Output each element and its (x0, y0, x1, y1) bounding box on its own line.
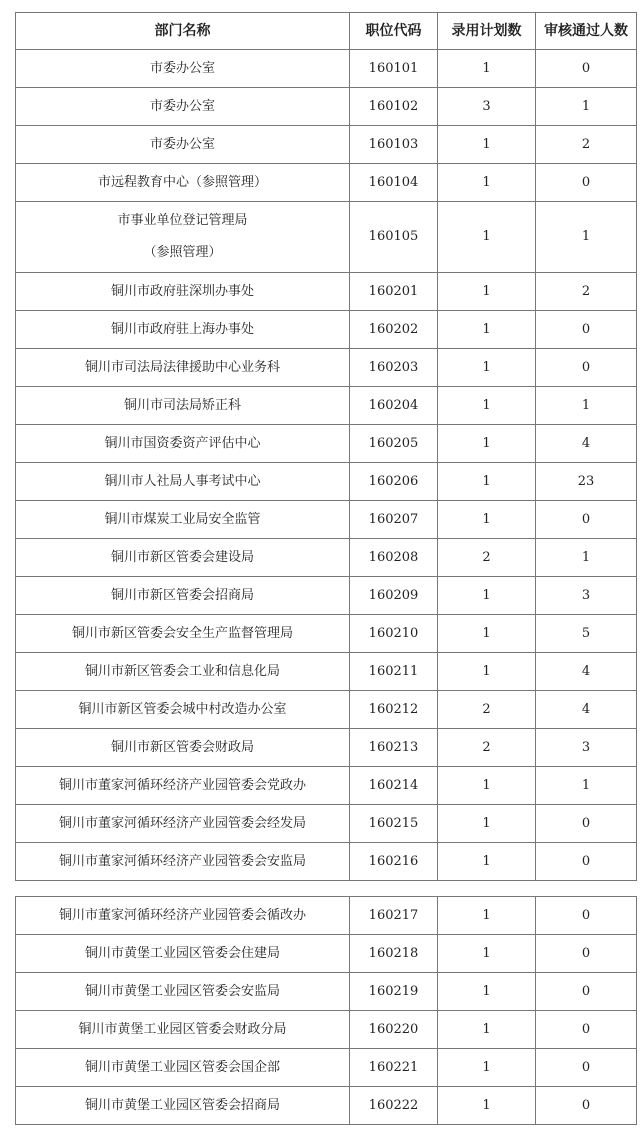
dept-name-cell: 铜川市董家河循环经济产业园管委会安监局 (16, 843, 350, 881)
table-row (16, 935, 637, 973)
plan-count-cell: 1 (438, 387, 536, 425)
plan-count-cell: 1 (438, 273, 536, 311)
table-header-row (16, 13, 637, 50)
table-row (16, 767, 637, 805)
position-code-cell: 160216 (350, 843, 438, 881)
passed-count-cell: 2 (536, 126, 637, 164)
position-code-cell: 160218 (350, 935, 438, 973)
dept-name-cell: 铜川市新区管委会建设局 (16, 539, 350, 577)
dept-name-cell: 铜川市新区管委会安全生产监督管理局 (16, 615, 350, 653)
table-row (16, 897, 637, 935)
plan-count-cell: 1 (438, 126, 536, 164)
position-code-cell: 160104 (350, 164, 438, 202)
dept-name-cell: 铜川市新区管委会招商局 (16, 577, 350, 615)
plan-count-cell: 1 (438, 767, 536, 805)
table-row (16, 805, 637, 843)
table-row (16, 164, 637, 202)
passed-count-cell: 0 (536, 1087, 637, 1125)
position-code-cell: 160101 (350, 50, 438, 88)
dept-name-cell: 铜川市新区管委会财政局 (16, 729, 350, 767)
dept-name-cell: 铜川市新区管委会城中村改造办公室 (16, 691, 350, 729)
plan-count-cell: 1 (438, 1049, 536, 1087)
table-row (16, 311, 637, 349)
dept-name-cell: 铜川市黄堡工业园区管委会财政分局 (16, 1011, 350, 1049)
passed-count-cell: 0 (536, 973, 637, 1011)
recruitment-table-part2 (15, 896, 637, 1125)
plan-count-cell: 1 (438, 349, 536, 387)
passed-count-cell: 0 (536, 311, 637, 349)
plan-count-cell: 1 (438, 935, 536, 973)
table-row (16, 425, 637, 463)
plan-count-cell: 1 (438, 805, 536, 843)
passed-count-cell: 1 (536, 539, 637, 577)
plan-count-cell: 1 (438, 164, 536, 202)
position-code-cell: 160204 (350, 387, 438, 425)
position-code-cell: 160221 (350, 1049, 438, 1087)
passed-count-cell: 3 (536, 577, 637, 615)
passed-count-cell: 0 (536, 805, 637, 843)
table-row (16, 843, 637, 881)
passed-count-cell: 4 (536, 425, 637, 463)
plan-count-cell: 1 (438, 577, 536, 615)
header-dept: 部门名称 (16, 13, 350, 50)
dept-name-cell: 铜川市黄堡工业园区管委会住建局 (16, 935, 350, 973)
position-code-cell: 160214 (350, 767, 438, 805)
dept-name-cell: 铜川市黄堡工业园区管委会安监局 (16, 973, 350, 1011)
table-row (16, 50, 637, 88)
position-code-cell: 160102 (350, 88, 438, 126)
plan-count-cell: 1 (438, 501, 536, 539)
table-row (16, 691, 637, 729)
passed-count-cell: 1 (536, 387, 637, 425)
position-code-cell: 160206 (350, 463, 438, 501)
dept-name-cell: 市委办公室 (16, 50, 350, 88)
plan-count-cell: 1 (438, 425, 536, 463)
passed-count-cell: 0 (536, 501, 637, 539)
dept-name-cell: 铜川市新区管委会工业和信息化局 (16, 653, 350, 691)
header-passed: 审核通过人数 (536, 13, 637, 50)
dept-name-cell: 铜川市黄堡工业园区管委会国企部 (16, 1049, 350, 1087)
dept-name-cell: 铜川市董家河循环经济产业园管委会经发局 (16, 805, 350, 843)
plan-count-cell: 1 (438, 1011, 536, 1049)
plan-count-cell: 1 (438, 202, 536, 273)
position-code-cell: 160201 (350, 273, 438, 311)
passed-count-cell: 4 (536, 653, 637, 691)
table-row (16, 653, 637, 691)
position-code-cell: 160209 (350, 577, 438, 615)
dept-name-cell (16, 202, 350, 273)
position-code-cell: 160220 (350, 1011, 438, 1049)
passed-count-cell: 0 (536, 349, 637, 387)
dept-name-cell: 铜川市司法局法律援助中心业务科 (16, 349, 350, 387)
passed-count-cell: 23 (536, 463, 637, 501)
dept-name-cell: 铜川市司法局矫正科 (16, 387, 350, 425)
dept-name-cell: 市远程教育中心（参照管理） (16, 164, 350, 202)
passed-count-cell: 2 (536, 273, 637, 311)
dept-name-cell: 铜川市董家河循环经济产业园管委会循改办 (16, 897, 350, 935)
table-row (16, 349, 637, 387)
position-code-cell: 160203 (350, 349, 438, 387)
plan-count-cell: 1 (438, 843, 536, 881)
table-row (16, 577, 637, 615)
plan-count-cell: 1 (438, 973, 536, 1011)
table-row (16, 539, 637, 577)
passed-count-cell: 0 (536, 1049, 637, 1087)
table-row (16, 88, 637, 126)
table-row (16, 126, 637, 164)
plan-count-cell: 1 (438, 463, 536, 501)
passed-count-cell: 0 (536, 935, 637, 973)
plan-count-cell: 1 (438, 653, 536, 691)
dept-name-cell: 铜川市政府驻深圳办事处 (16, 273, 350, 311)
passed-count-cell: 3 (536, 729, 637, 767)
position-code-cell: 160105 (350, 202, 438, 273)
dept-name-line2: （参照管理） (143, 245, 222, 260)
header-code: 职位代码 (350, 13, 438, 50)
position-code-cell: 160217 (350, 897, 438, 935)
dept-name-cell: 铜川市黄堡工业园区管委会招商局 (16, 1087, 350, 1125)
position-code-cell: 160202 (350, 311, 438, 349)
passed-count-cell: 1 (536, 767, 637, 805)
table-row (16, 973, 637, 1011)
plan-count-cell: 1 (438, 311, 536, 349)
plan-count-cell: 1 (438, 615, 536, 653)
dept-name-cell: 铜川市国资委资产评估中心 (16, 425, 350, 463)
plan-count-cell: 2 (438, 691, 536, 729)
position-code-cell: 160103 (350, 126, 438, 164)
position-code-cell: 160222 (350, 1087, 438, 1125)
table-row (16, 1049, 637, 1087)
passed-count-cell: 0 (536, 1011, 637, 1049)
dept-name-cell: 铜川市政府驻上海办事处 (16, 311, 350, 349)
passed-count-cell: 0 (536, 843, 637, 881)
plan-count-cell: 1 (438, 897, 536, 935)
position-code-cell: 160208 (350, 539, 438, 577)
plan-count-cell: 1 (438, 50, 536, 88)
table-row (16, 729, 637, 767)
position-code-cell: 160213 (350, 729, 438, 767)
dept-name-line1: 市事业单位登记管理局 (117, 213, 248, 228)
dept-name-cell: 铜川市人社局人事考试中心 (16, 463, 350, 501)
passed-count-cell: 1 (536, 88, 637, 126)
plan-count-cell: 2 (438, 729, 536, 767)
table-row (16, 501, 637, 539)
table-row (16, 387, 637, 425)
passed-count-cell: 0 (536, 164, 637, 202)
recruitment-table-part1 (15, 12, 637, 881)
passed-count-cell: 1 (536, 202, 637, 273)
plan-count-cell: 3 (438, 88, 536, 126)
position-code-cell: 160207 (350, 501, 438, 539)
table-row (16, 202, 637, 273)
position-code-cell: 160212 (350, 691, 438, 729)
table-row (16, 273, 637, 311)
table-row (16, 1087, 637, 1125)
dept-name-cell: 铜川市煤炭工业局安全监管 (16, 501, 350, 539)
position-code-cell: 160211 (350, 653, 438, 691)
header-plan: 录用计划数 (438, 13, 536, 50)
passed-count-cell: 0 (536, 50, 637, 88)
table-row (16, 615, 637, 653)
passed-count-cell: 5 (536, 615, 637, 653)
position-code-cell: 160210 (350, 615, 438, 653)
position-code-cell: 160219 (350, 973, 438, 1011)
passed-count-cell: 4 (536, 691, 637, 729)
dept-name-cell: 市委办公室 (16, 88, 350, 126)
plan-count-cell: 2 (438, 539, 536, 577)
plan-count-cell: 1 (438, 1087, 536, 1125)
dept-name-cell: 市委办公室 (16, 126, 350, 164)
passed-count-cell: 0 (536, 897, 637, 935)
dept-name-cell: 铜川市董家河循环经济产业园管委会党政办 (16, 767, 350, 805)
position-code-cell: 160215 (350, 805, 438, 843)
table-row (16, 463, 637, 501)
table-row (16, 1011, 637, 1049)
position-code-cell: 160205 (350, 425, 438, 463)
